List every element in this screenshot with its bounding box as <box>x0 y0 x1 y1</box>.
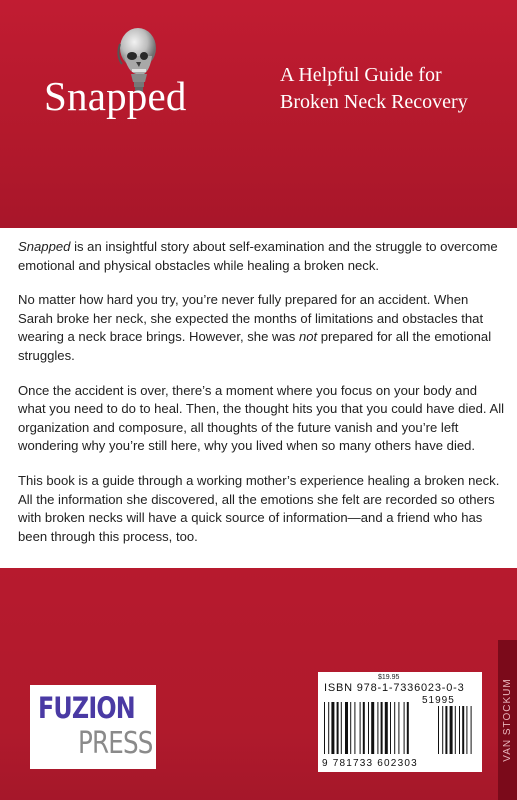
paragraph-text: prepared for all the emotional struggles. <box>18 329 492 363</box>
paragraph-text: is an insightful story about self-examination and the struggle to overcome emotional and physical obstacles while healing a broken neck. <box>18 239 498 273</box>
isbn-barcode <box>318 672 482 772</box>
publisher-name-line-2: PRESS <box>78 726 153 761</box>
watermark-text: VAN STOCKUM <box>502 678 513 762</box>
title-emphasis: Snapped <box>18 239 71 254</box>
watermark-strip <box>498 640 517 800</box>
barcode-bars <box>322 702 478 758</box>
description-paragraph-2 <box>18 291 506 365</box>
description-paragraph-4: This book is a guide through a working mother’s experience healing a broken neck. All the information she discovered, all the emotions she felt are recorded so others with broken necks will have a quick source of information—and a friend who has been through this process, too. <box>18 472 500 544</box>
isbn-number: ISBN 978-1-7336023-0-3 <box>324 682 465 694</box>
description-paragraph-3: Once the accident is over, there’s a moment where you focus on your body and what you need to do to heal. Then, the thought hits you that you could have died. All organization and composure, all thoughts of the future vanish and you’re left wondering why you’re still here, why you lived when so many others have died. <box>18 382 505 454</box>
barcode-digits: 9 781733 602303 <box>322 758 418 769</box>
not-emphasis: not <box>298 329 318 345</box>
publisher-name-line-1: FUZION <box>38 691 135 725</box>
price-label: $19.95 <box>378 674 400 681</box>
paragraph-text: No matter how hard you try, you’re never fully prepared for an accident. When Sarah broke her neck, she expected the months of limitations and obstacles that wearing a neck brace brings. However, she was <box>18 292 484 345</box>
tagline-line-2: Broken Neck Recovery <box>280 91 468 113</box>
publisher-logo <box>30 685 156 769</box>
description-paragraph-1 <box>18 238 506 275</box>
top-red-band <box>0 0 517 228</box>
book-tagline <box>280 62 510 116</box>
price-code: 51995 <box>422 695 455 706</box>
book-description <box>18 238 506 562</box>
book-title: Snapped <box>44 73 187 119</box>
tagline-line-1: A Helpful Guide for <box>280 64 442 86</box>
